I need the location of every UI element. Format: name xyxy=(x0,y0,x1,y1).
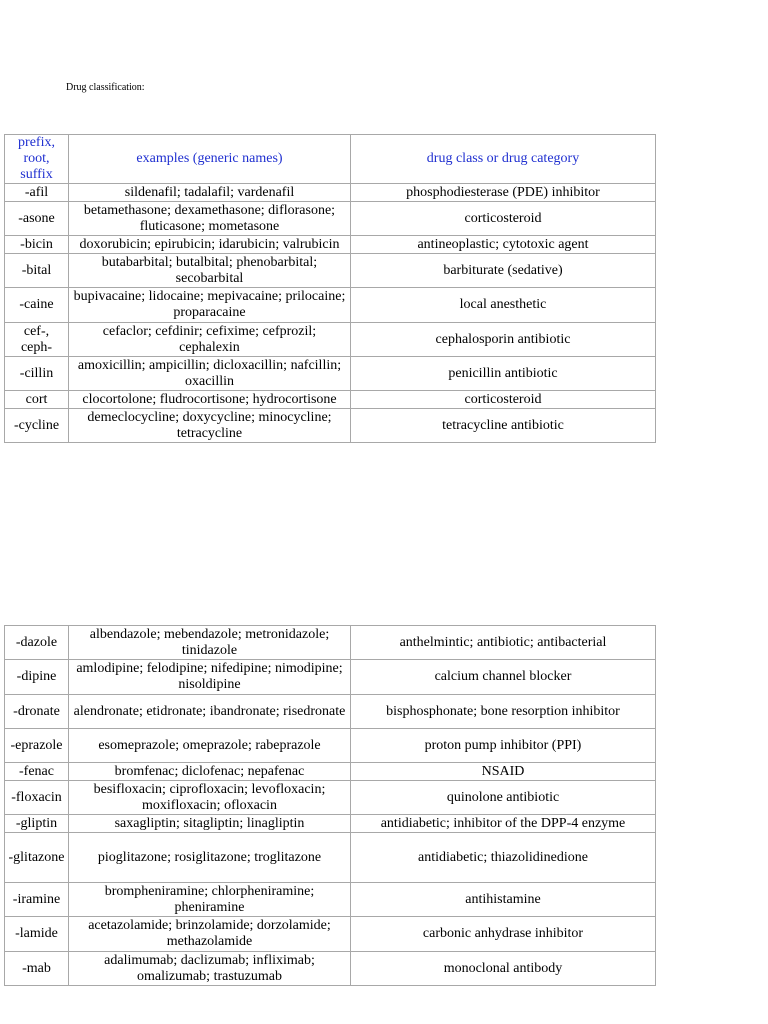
class-cell: corticosteroid xyxy=(351,391,656,409)
table-row xyxy=(5,409,656,443)
class-cell: calcium channel blocker xyxy=(351,660,656,695)
header-examples: examples (generic names) xyxy=(69,135,351,184)
examples-cell: sildenafil; tadalafil; vardenafil xyxy=(69,184,351,202)
class-cell: barbiturate (sedative) xyxy=(351,254,656,288)
examples-cell: esomeprazole; omeprazole; rabeprazole xyxy=(69,729,351,763)
table-row xyxy=(5,763,656,781)
table-row xyxy=(5,202,656,236)
stem-cell: -bicin xyxy=(5,236,69,254)
table-row xyxy=(5,660,656,695)
stem-cell: -lamide xyxy=(5,917,69,952)
table-row xyxy=(5,391,656,409)
table-row xyxy=(5,695,656,729)
class-cell: corticosteroid xyxy=(351,202,656,236)
examples-cell: cefaclor; cefdinir; cefixime; cefprozil; cephalexin xyxy=(69,323,351,357)
examples-cell: alendronate; etidronate; ibandronate; risedronate xyxy=(69,695,351,729)
drug-classification-table-2 xyxy=(4,625,656,986)
stem-cell: -glitazone xyxy=(5,833,69,883)
stem-cell: -iramine xyxy=(5,883,69,917)
class-cell: anthelmintic; antibiotic; antibacterial xyxy=(351,626,656,660)
class-cell: NSAID xyxy=(351,763,656,781)
table-row xyxy=(5,917,656,952)
class-cell: proton pump inhibitor (PPI) xyxy=(351,729,656,763)
stem-cell: cort xyxy=(5,391,69,409)
stem-cell: -asone xyxy=(5,202,69,236)
stem-cell: -cillin xyxy=(5,357,69,391)
stem-cell: -afil xyxy=(5,184,69,202)
table-row xyxy=(5,288,656,323)
stem-cell: -caine xyxy=(5,288,69,323)
class-cell: antineoplastic; cytotoxic agent xyxy=(351,236,656,254)
table-row xyxy=(5,236,656,254)
examples-cell: clocortolone; fludrocortisone; hydrocortisone xyxy=(69,391,351,409)
class-cell: cephalosporin antibiotic xyxy=(351,323,656,357)
stem-cell: -eprazole xyxy=(5,729,69,763)
examples-cell: albendazole; mebendazole; metronidazole; tinidazole xyxy=(69,626,351,660)
table-row xyxy=(5,357,656,391)
header-drug-class: drug class or drug category xyxy=(351,135,656,184)
stem-cell: -gliptin xyxy=(5,815,69,833)
table-row xyxy=(5,883,656,917)
stem-cell: -dronate xyxy=(5,695,69,729)
table-row xyxy=(5,323,656,357)
class-cell: quinolone antibiotic xyxy=(351,781,656,815)
stem-cell: -dipine xyxy=(5,660,69,695)
class-cell: tetracycline antibiotic xyxy=(351,409,656,443)
class-cell: phosphodiesterase (PDE) inhibitor xyxy=(351,184,656,202)
examples-cell: demeclocycline; doxycycline; minocycline; tetracycline xyxy=(69,409,351,443)
stem-cell: -bital xyxy=(5,254,69,288)
class-cell: penicillin antibiotic xyxy=(351,357,656,391)
header-row xyxy=(5,135,656,184)
stem-cell: -cycline xyxy=(5,409,69,443)
table-row xyxy=(5,815,656,833)
examples-cell: pioglitazone; rosiglitazone; troglitazone xyxy=(69,833,351,883)
table-row xyxy=(5,184,656,202)
class-cell: carbonic anhydrase inhibitor xyxy=(351,917,656,952)
table-row xyxy=(5,833,656,883)
class-cell: monoclonal antibody xyxy=(351,952,656,986)
class-cell: antidiabetic; inhibitor of the DPP-4 enzyme xyxy=(351,815,656,833)
stem-cell: -floxacin xyxy=(5,781,69,815)
class-cell: antidiabetic; thiazolidinedione xyxy=(351,833,656,883)
examples-cell: betamethasone; dexamethasone; diflorasone; fluticasone; mometasone xyxy=(69,202,351,236)
stem-cell: -dazole xyxy=(5,626,69,660)
examples-cell: besifloxacin; ciprofloxacin; levofloxacin; moxifloxacin; ofloxacin xyxy=(69,781,351,815)
class-cell: local anesthetic xyxy=(351,288,656,323)
drug-classification-table-1 xyxy=(4,134,656,443)
examples-cell: amlodipine; felodipine; nifedipine; nimodipine; nisoldipine xyxy=(69,660,351,695)
examples-cell: doxorubicin; epirubicin; idarubicin; valrubicin xyxy=(69,236,351,254)
class-cell: antihistamine xyxy=(351,883,656,917)
stem-cell: -mab xyxy=(5,952,69,986)
class-cell: bisphosphonate; bone resorption inhibitor xyxy=(351,695,656,729)
examples-cell: butabarbital; butalbital; phenobarbital; secobarbital xyxy=(69,254,351,288)
table-row xyxy=(5,626,656,660)
table-row xyxy=(5,729,656,763)
table-row xyxy=(5,781,656,815)
examples-cell: adalimumab; daclizumab; infliximab; omalizumab; trastuzumab xyxy=(69,952,351,986)
table-row xyxy=(5,952,656,986)
examples-cell: acetazolamide; brinzolamide; dorzolamide; methazolamide xyxy=(69,917,351,952)
examples-cell: bupivacaine; lidocaine; mepivacaine; prilocaine; proparacaine xyxy=(69,288,351,323)
examples-cell: brompheniramine; chlorpheniramine; pheniramine xyxy=(69,883,351,917)
stem-cell: cef-, ceph- xyxy=(5,323,69,357)
table-row xyxy=(5,254,656,288)
stem-cell: -fenac xyxy=(5,763,69,781)
examples-cell: saxagliptin; sitagliptin; linagliptin xyxy=(69,815,351,833)
header-prefix: prefix, root, suffix xyxy=(5,135,69,184)
document-heading: Drug classification: xyxy=(66,82,145,93)
examples-cell: amoxicillin; ampicillin; dicloxacillin; nafcillin; oxacillin xyxy=(69,357,351,391)
examples-cell: bromfenac; diclofenac; nepafenac xyxy=(69,763,351,781)
